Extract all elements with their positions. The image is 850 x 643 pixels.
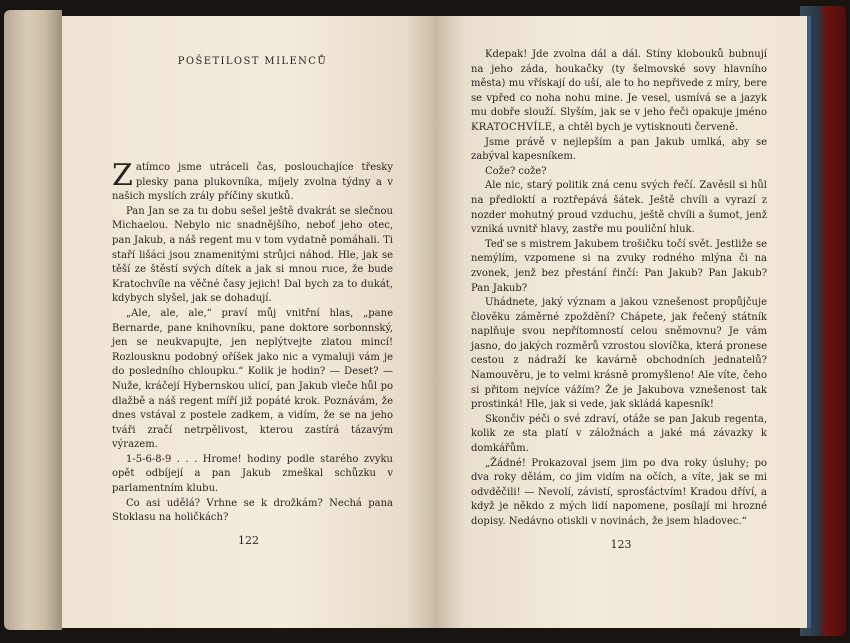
page-number: 123 <box>610 538 632 551</box>
paragraph: 1-5-6-8-9 . . . Hrome! hodiny podle starého zvyku opět odbíjejí a pan Jakub zmeškal schůzku v parlamentním klubu. <box>112 453 393 495</box>
drop-cap: Z <box>112 158 133 193</box>
right-page <box>435 16 807 628</box>
paragraph: Cože? cože? <box>485 165 547 177</box>
paragraph: Ale nic, starý politik zná cenu svých řečí. Zavěsil si hůl na předloktí a roztřepává šátek. Ještě chvíli a vyrazí z nozder mohutný proud vzduchu, ještě chvíli a šumot, jenž vzniká uvnitř hlavy, zastře mu pouliční hluk. <box>471 180 767 236</box>
right-page-text <box>471 48 767 530</box>
paragraph: „Žádné! Prokazoval jsem jim po dva roky úsluhy; po dva roky dělám, co jim vidím na očích, a víte, jak se mi odvděčili! — Nevolí, závistí, sprosťáctvím! Kradou dříví, a když je někdo z mých lidí napomene, posílají mi hrozné dopisy. Nedávno otiskli v novinách, že jsem hladovec.“ <box>471 457 767 527</box>
paragraph: Kdepak! Jde zvolna dál a dál. Stíny klobouků bubnují na jeho záda, houkačky (ty šelmovské sovy hlavního města) mu vřískají do uší, ale to ho nepřivede z míry, bere se vpřed co noha nohu mine. Je vesel, usmívá se a jazyk mu dobře slouží. Slyším, jak se v jeho řeči opakuje jméno KRATOCHVÍLE, a chtěl bych je vytisknouti červeně. <box>471 49 767 133</box>
running-head: POŠETILOST MILENCŮ <box>177 56 328 67</box>
name-highlight: KRATOCHVÍLE <box>471 121 553 133</box>
paragraph: „Ale, ale, ale,“ praví můj vnitřní hlas, „pane Bernarde, pane knihovníku, pane doktore sorbonnský, jen se neukvapujte, jen neplýtvejte zlatou mincí! Rozlousknu podobný oříšek jako nic a vymaluji vám je do posledního chloupku.“ Kolik je hodin? — Deset? — Nuže, kráčejí Hybernskou ulicí, pan Jakub vleče hůl po dlažbě a náš regent míří již popáté krok. Poznávám, že dnes vstával z postele zadkem, a vidím, že se na jeho tváři zračí netrpělivost, kterou zastírá tázavým výrazem. <box>112 307 393 451</box>
paragraph: Uhádnete, jaký význam a jakou vznešenost propůjčuje člověku záměrné zpoždění? Chápete, jak řečený státník naplňuje svou nepřítomností celou sněmovnu? Je vám jasno, do jakých rozměrů vzrostou slovíčka, která pronese cestou z nádraží ke kavárně obchodních jednatelů? Namouvěru, je to velmi krásně promyšleno! Ale víte, čeho si přitom nejvíce vážím? Že je Jakubova vznešenost tak prostinká! Hle, jak si vede, jak skládá kapesník! <box>471 297 767 411</box>
left-page <box>62 16 435 628</box>
paragraph: Pan Jan se za tu dobu sešel ještě dvakrát se slečnou Michaelou. Nebylo nic snadnějšího, neboť jeho otec, pan Jakub, a náš regent mu v tom vydatně pomáhali. Ti staří lišáci jsou znamenitými strůjci náhod. Hle, jak se těší ze štěstí svých dítek a jak si mnou ruce, že bude Kratochvíle na věčné časy jejich! Dal bych za to dukát, kdybych slyšel, jak se dohadují. <box>112 205 393 305</box>
left-page-text <box>112 158 393 526</box>
page-edges <box>4 10 62 630</box>
paragraph: Co asi udělá? Vrhne se k drožkám? Nechá pana Stoklasu na holičkách? <box>112 497 393 524</box>
paragraph: Skončiv péči o své zdraví, otáže se pan Jakub regenta, kolik ze sta platí v záložnách a jaké má závazky k domkářům. <box>471 413 767 455</box>
page-number: 122 <box>238 534 259 547</box>
paragraph: Jsme právě v nejlepším a pan Jakub umlká, aby se zabýval kapesníkem. <box>471 136 767 163</box>
paragraph: Teď se s mistrem Jakubem trošičku točí svět. Jestliže se nemýlím, vzpomene si na zvuky rodného mlýna či na zvonek, jenž bez přestání řinčí: Pan Jakub? Pan Jakub? Pan Jakub? <box>471 238 767 294</box>
paragraph: Zatímco jsme utráceli čas, poslouchajíce třesky plesky pana plukovníka, míjely zvolna týdny a v našich myslích zrály příčiny skutků. <box>112 158 393 203</box>
